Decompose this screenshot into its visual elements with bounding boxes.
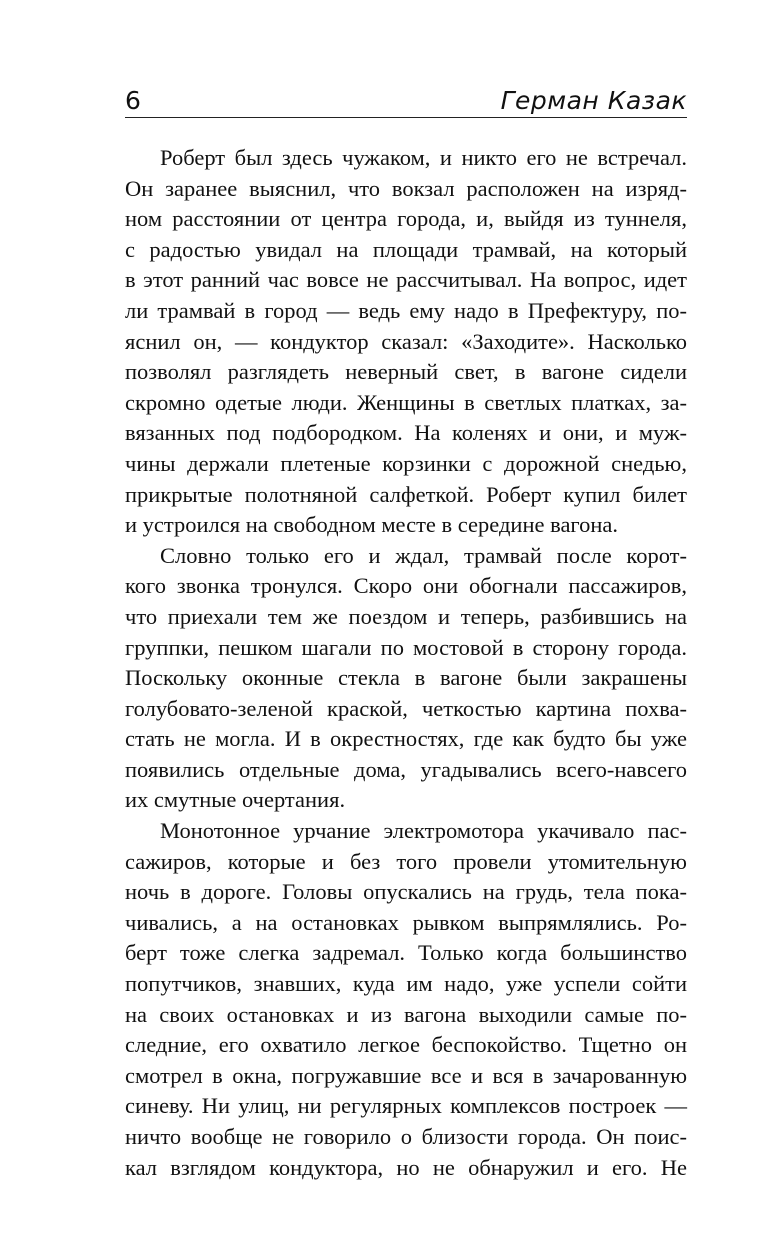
text-line: появились отдельные дома, угадывались всего-навсего [125,756,687,782]
text-line: следние, его охватило легкое беспокойство. Тщетно он [125,1032,687,1058]
text-line: голубовато-зеленой краской, четкостью картина похва- [125,695,687,721]
text-line: что приехали тем же поездом и теперь, разбившись на [125,603,687,629]
paragraph [125,816,687,1183]
text-line: скромно одетые люди. Женщины в светлых платках, за- [125,389,687,415]
text-line: кал взглядом кондуктора, но не обнаружил и его. Не [125,1154,687,1180]
text-line: яснил он, — кондуктор сказал: «Заходите». Насколько [125,328,687,354]
text-line: попутчиков, знавших, куда им надо, уже успели сойти [125,971,687,997]
body-text [125,143,687,1183]
text-line: ночь в дороге. Головы опускались на грудь, тела пока- [125,879,687,905]
text-line: позволял разглядеть неверный свет, в вагоне сидели [125,359,687,385]
text-line: сажиров, которые и без того провели утомительную [125,848,687,874]
paragraph [125,143,687,541]
running-head-author: Герман Казак [500,86,687,115]
text-line: смотрел в окна, погружавшие все и вся в зачарованную [125,1062,687,1088]
text-line: ли трамвай в город — ведь ему надо в Префектуру, по- [125,297,687,323]
page-number: 6 [125,86,141,115]
text-line: Роберт был здесь чужаком, и никто его не встречал. [160,145,687,170]
text-line: стать не могла. И в окрестностях, где как будто бы уже [125,726,687,752]
text-line: чины держали плетеные корзинки с дорожной снедью, [125,450,687,476]
text-line: ничто вообще не говорило о близости города. Он поис- [125,1124,687,1149]
header-rule [125,117,687,118]
text-line: вязанных под подбородком. На коленях и они, и муж- [125,420,687,446]
text-line: кого звонка тронулся. Скоро они обогнали пассажиров, [125,573,687,599]
text-line: Словно только его и ждал, трамвай после корот- [160,542,687,568]
text-line: чивались, а на остановках рывком выпрямлялись. Ро- [125,909,687,935]
text-line: синеву. Ни улиц, ни регулярных комплексов построек — [125,1093,687,1119]
running-header [125,80,687,116]
text-line: их смутные очертания. [125,787,346,813]
text-line: прикрытые полотняной салфеткой. Роберт купил билет [125,481,687,507]
text-line: Поскольку оконные стекла в вагоне были закрашены [125,665,687,691]
text-line: Монотонное урчание электромотора укачивало пас- [160,818,687,844]
text-line: ном расстоянии от центра города, и, выйдя из туннеля, [125,206,687,232]
text-line: в этот ранний час вовсе не рассчитывал. На вопрос, идет [125,267,687,293]
text-line: группки, пешком шагали по мостовой в сторону города. [125,634,687,660]
text-line: с радостью увидал на площади трамвай, на который [125,236,687,262]
text-line: берт тоже слегка задремал. Только когда большинство [125,940,687,966]
text-line: на своих остановках и из вагона выходили самые по- [125,1001,687,1027]
paragraph [125,541,687,816]
text-line: и устроился на свободном месте в середине вагона. [125,512,619,538]
text-line: Он заранее выяснил, что вокзал расположен на изряд- [125,175,687,201]
